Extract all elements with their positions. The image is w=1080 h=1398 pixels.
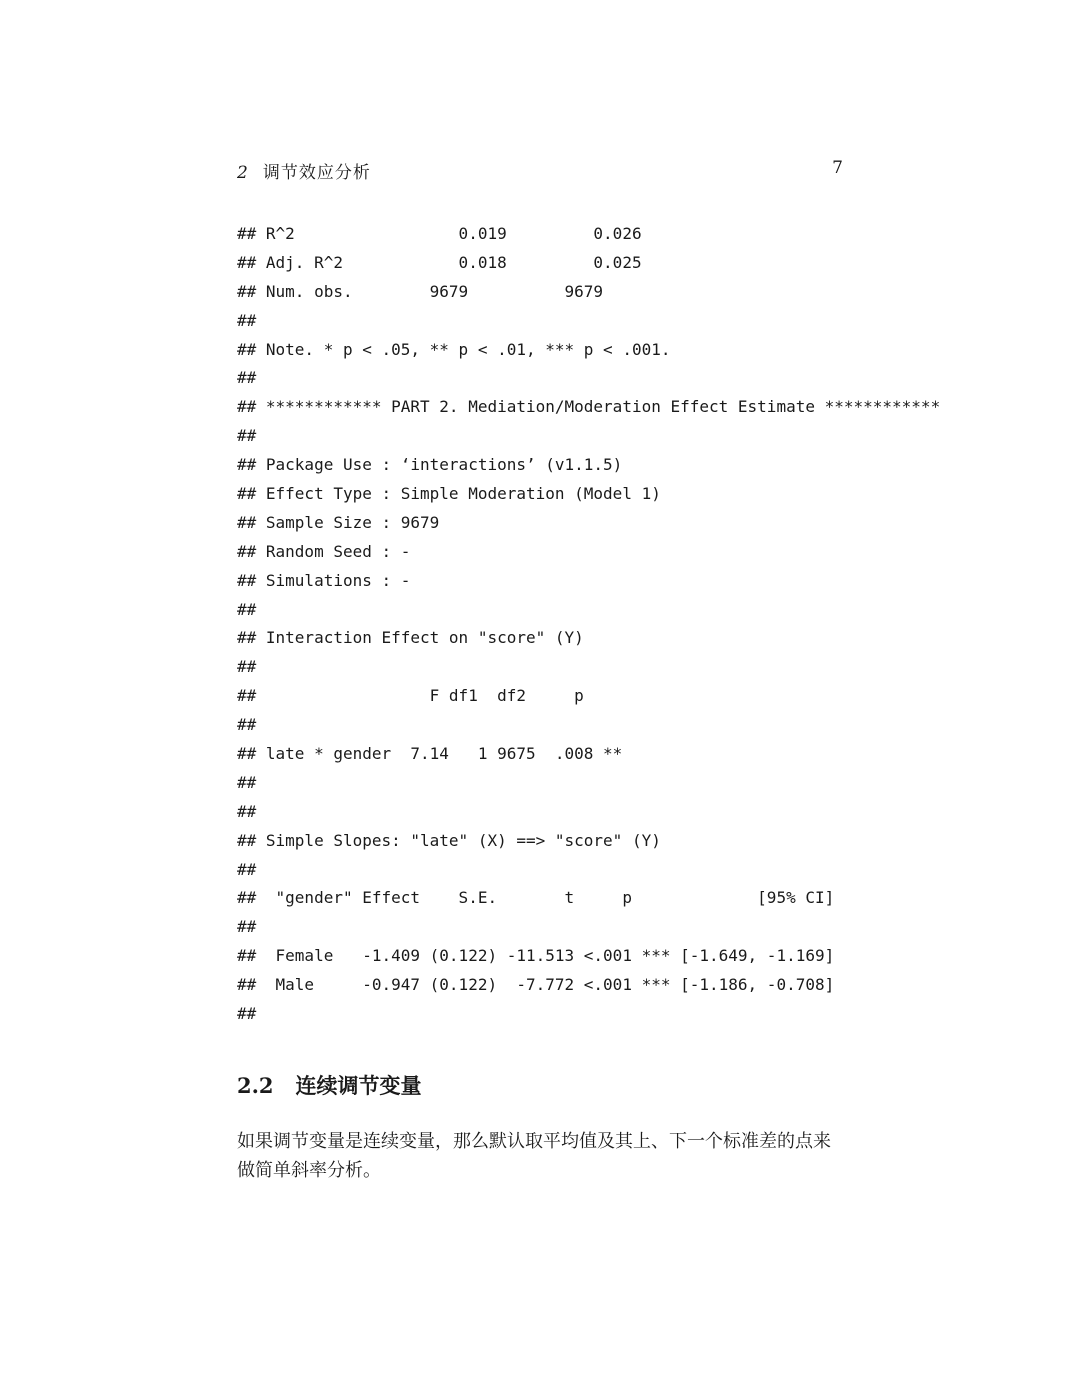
code-line: ##	[237, 715, 257, 735]
code-line: ## Simple Slopes: "late" (X) ==> "score" (Y)	[237, 830, 661, 850]
code-line: ## Note. * p < .05, ** p < .01, *** p < .001.	[237, 339, 671, 359]
code-line: ## Random Seed : -	[237, 541, 411, 561]
code-line: ##	[237, 917, 257, 937]
code-line: ##	[237, 599, 257, 619]
code-line: ## late * gender 7.14 1 9675 .008 **	[237, 744, 623, 764]
code-line: ##	[237, 772, 257, 792]
code-line: ##	[237, 310, 257, 330]
running-header	[237, 158, 843, 184]
code-line: ##	[237, 657, 257, 677]
code-line: ## Female -1.409 (0.122) -11.513 <.001 *** [-1.649, -1.169]	[237, 946, 835, 966]
chapter-title: 调节效应分析	[262, 163, 371, 183]
code-line: ## Num. obs. 9679 9679	[237, 281, 604, 301]
code-line: ##	[237, 801, 257, 821]
code-line: ## ************ PART 2. Mediation/Moderation Effect Estimate ************	[237, 397, 941, 417]
code-line: ## Adj. R^2 0.018 0.025	[237, 252, 642, 272]
chapter-number: 2	[237, 163, 249, 183]
section-heading	[237, 1070, 422, 1100]
code-line: ##	[237, 859, 257, 879]
code-line: ##	[237, 1004, 257, 1024]
code-line: ## F df1 df2 p	[237, 686, 584, 706]
body-paragraph: 如果调节变量是连续变量，那么默认取平均值及其上、下一个标准差的点来做简单斜率分析。	[237, 1131, 831, 1181]
code-line: ## Male -0.947 (0.122) -7.772 <.001 *** [-1.186, -0.708]	[237, 975, 835, 995]
code-line: ##	[237, 426, 257, 446]
code-line: ##	[237, 368, 257, 388]
page-number: 7	[832, 158, 843, 178]
code-line: ## Package Use : ‘interactions’ (v1.1.5)	[237, 455, 623, 475]
code-line: ## Sample Size : 9679	[237, 512, 440, 532]
chapter-label	[237, 158, 371, 183]
code-line: ## R^2 0.019 0.026	[237, 224, 642, 243]
section-number: 2.2	[237, 1073, 274, 1098]
r-console-output	[237, 220, 940, 1029]
code-line: ## Interaction Effect on "score" (Y)	[237, 628, 584, 648]
section-title: 连续调节变量	[295, 1073, 422, 1098]
code-line: ## Simulations : -	[237, 570, 411, 590]
code-line: ## "gender" Effect S.E. t p [95% CI]	[237, 888, 835, 908]
code-line: ## Effect Type : Simple Moderation (Model 1)	[237, 484, 661, 504]
